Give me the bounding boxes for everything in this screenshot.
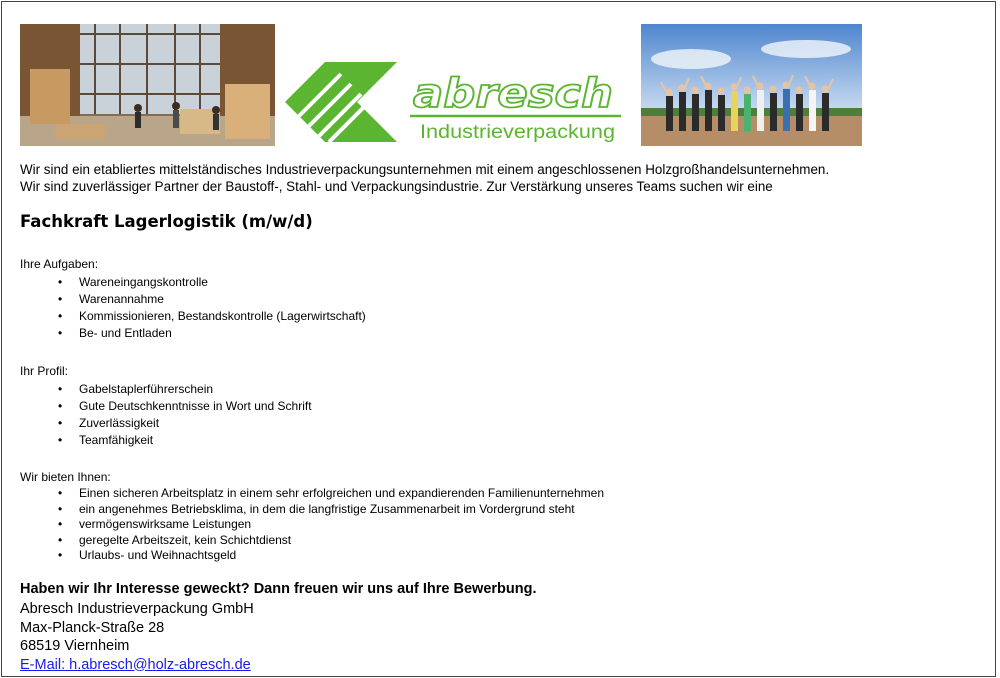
- street-address: Max-Planck-Straße 28: [20, 619, 165, 636]
- profile-heading: Ihr Profil:: [20, 364, 69, 378]
- offers-list: [52, 486, 604, 564]
- call-to-action: Haben wir Ihr Interesse geweckt? Dann freuen wir uns auf Ihre Bewerbung.: [20, 581, 537, 597]
- list-item: • ein angenehmes Betriebsklima, in dem die langfristige Zusammenarbeit im Vordergrund steht: [52, 502, 604, 518]
- company-address: [20, 600, 254, 674]
- logo-tagline: Industrieverpackung: [420, 122, 615, 143]
- company-name: Abresch Industrieverpackung GmbH: [20, 601, 254, 617]
- email-link[interactable]: E-Mail: h.abresch@holz-abresch.de: [20, 656, 251, 673]
- offers-heading: Wir bieten Ihnen:: [20, 470, 111, 484]
- job-title: Fachkraft Lagerlogistik (m/w/d): [20, 212, 313, 231]
- warehouse-hall-photo: [20, 24, 275, 146]
- profile-list: [52, 381, 312, 449]
- list-item: • Urlaubs- und Weihnachtsgeld: [52, 548, 604, 564]
- list-item: • Gabelstaplerführerschein: [52, 381, 312, 398]
- intro-line-1: Wir sind ein etabliertes mittelständisches Industrieverpackungsunternehmen mit einem angeschlossenen Holzgroßhandelsunternehmen.: [20, 162, 830, 177]
- list-item: • Teamfähigkeit: [52, 432, 312, 449]
- list-item: • Zuverlässigkeit: [52, 415, 312, 432]
- job-ad-page: [1, 1, 996, 677]
- list-item: • Gute Deutschkenntnisse in Wort und Schrift: [52, 398, 312, 415]
- list-item: • Einen sicheren Arbeitsplatz in einem sehr erfolgreichen und expandierenden Familienunternehmen: [52, 486, 604, 502]
- list-item: • Kommissionieren, Bestandskontrolle (Lagerwirtschaft): [52, 308, 366, 325]
- list-item: • vermögenswirksame Leistungen: [52, 517, 604, 533]
- logo-wordmark: abresch: [413, 71, 613, 117]
- tasks-heading: Ihre Aufgaben:: [20, 257, 99, 271]
- city-address: 68519 Viernheim: [20, 638, 130, 654]
- list-item: • Warenannahme: [52, 291, 366, 308]
- list-item: • Wareneingangskontrolle: [52, 274, 366, 291]
- list-item: • geregelte Arbeitszeit, kein Schichtdienst: [52, 533, 604, 549]
- intro-line-2: Wir sind zuverlässiger Partner der Baustoff-, Stahl- und Verpackungsindustrie. Zur Verstärkung unseres Teams suchen wir eine: [20, 179, 773, 194]
- tasks-list: [52, 274, 366, 342]
- abresch-logo: [285, 62, 625, 148]
- team-photo: [641, 24, 862, 146]
- intro-text: [20, 161, 829, 195]
- list-item: • Be- und Entladen: [52, 325, 366, 342]
